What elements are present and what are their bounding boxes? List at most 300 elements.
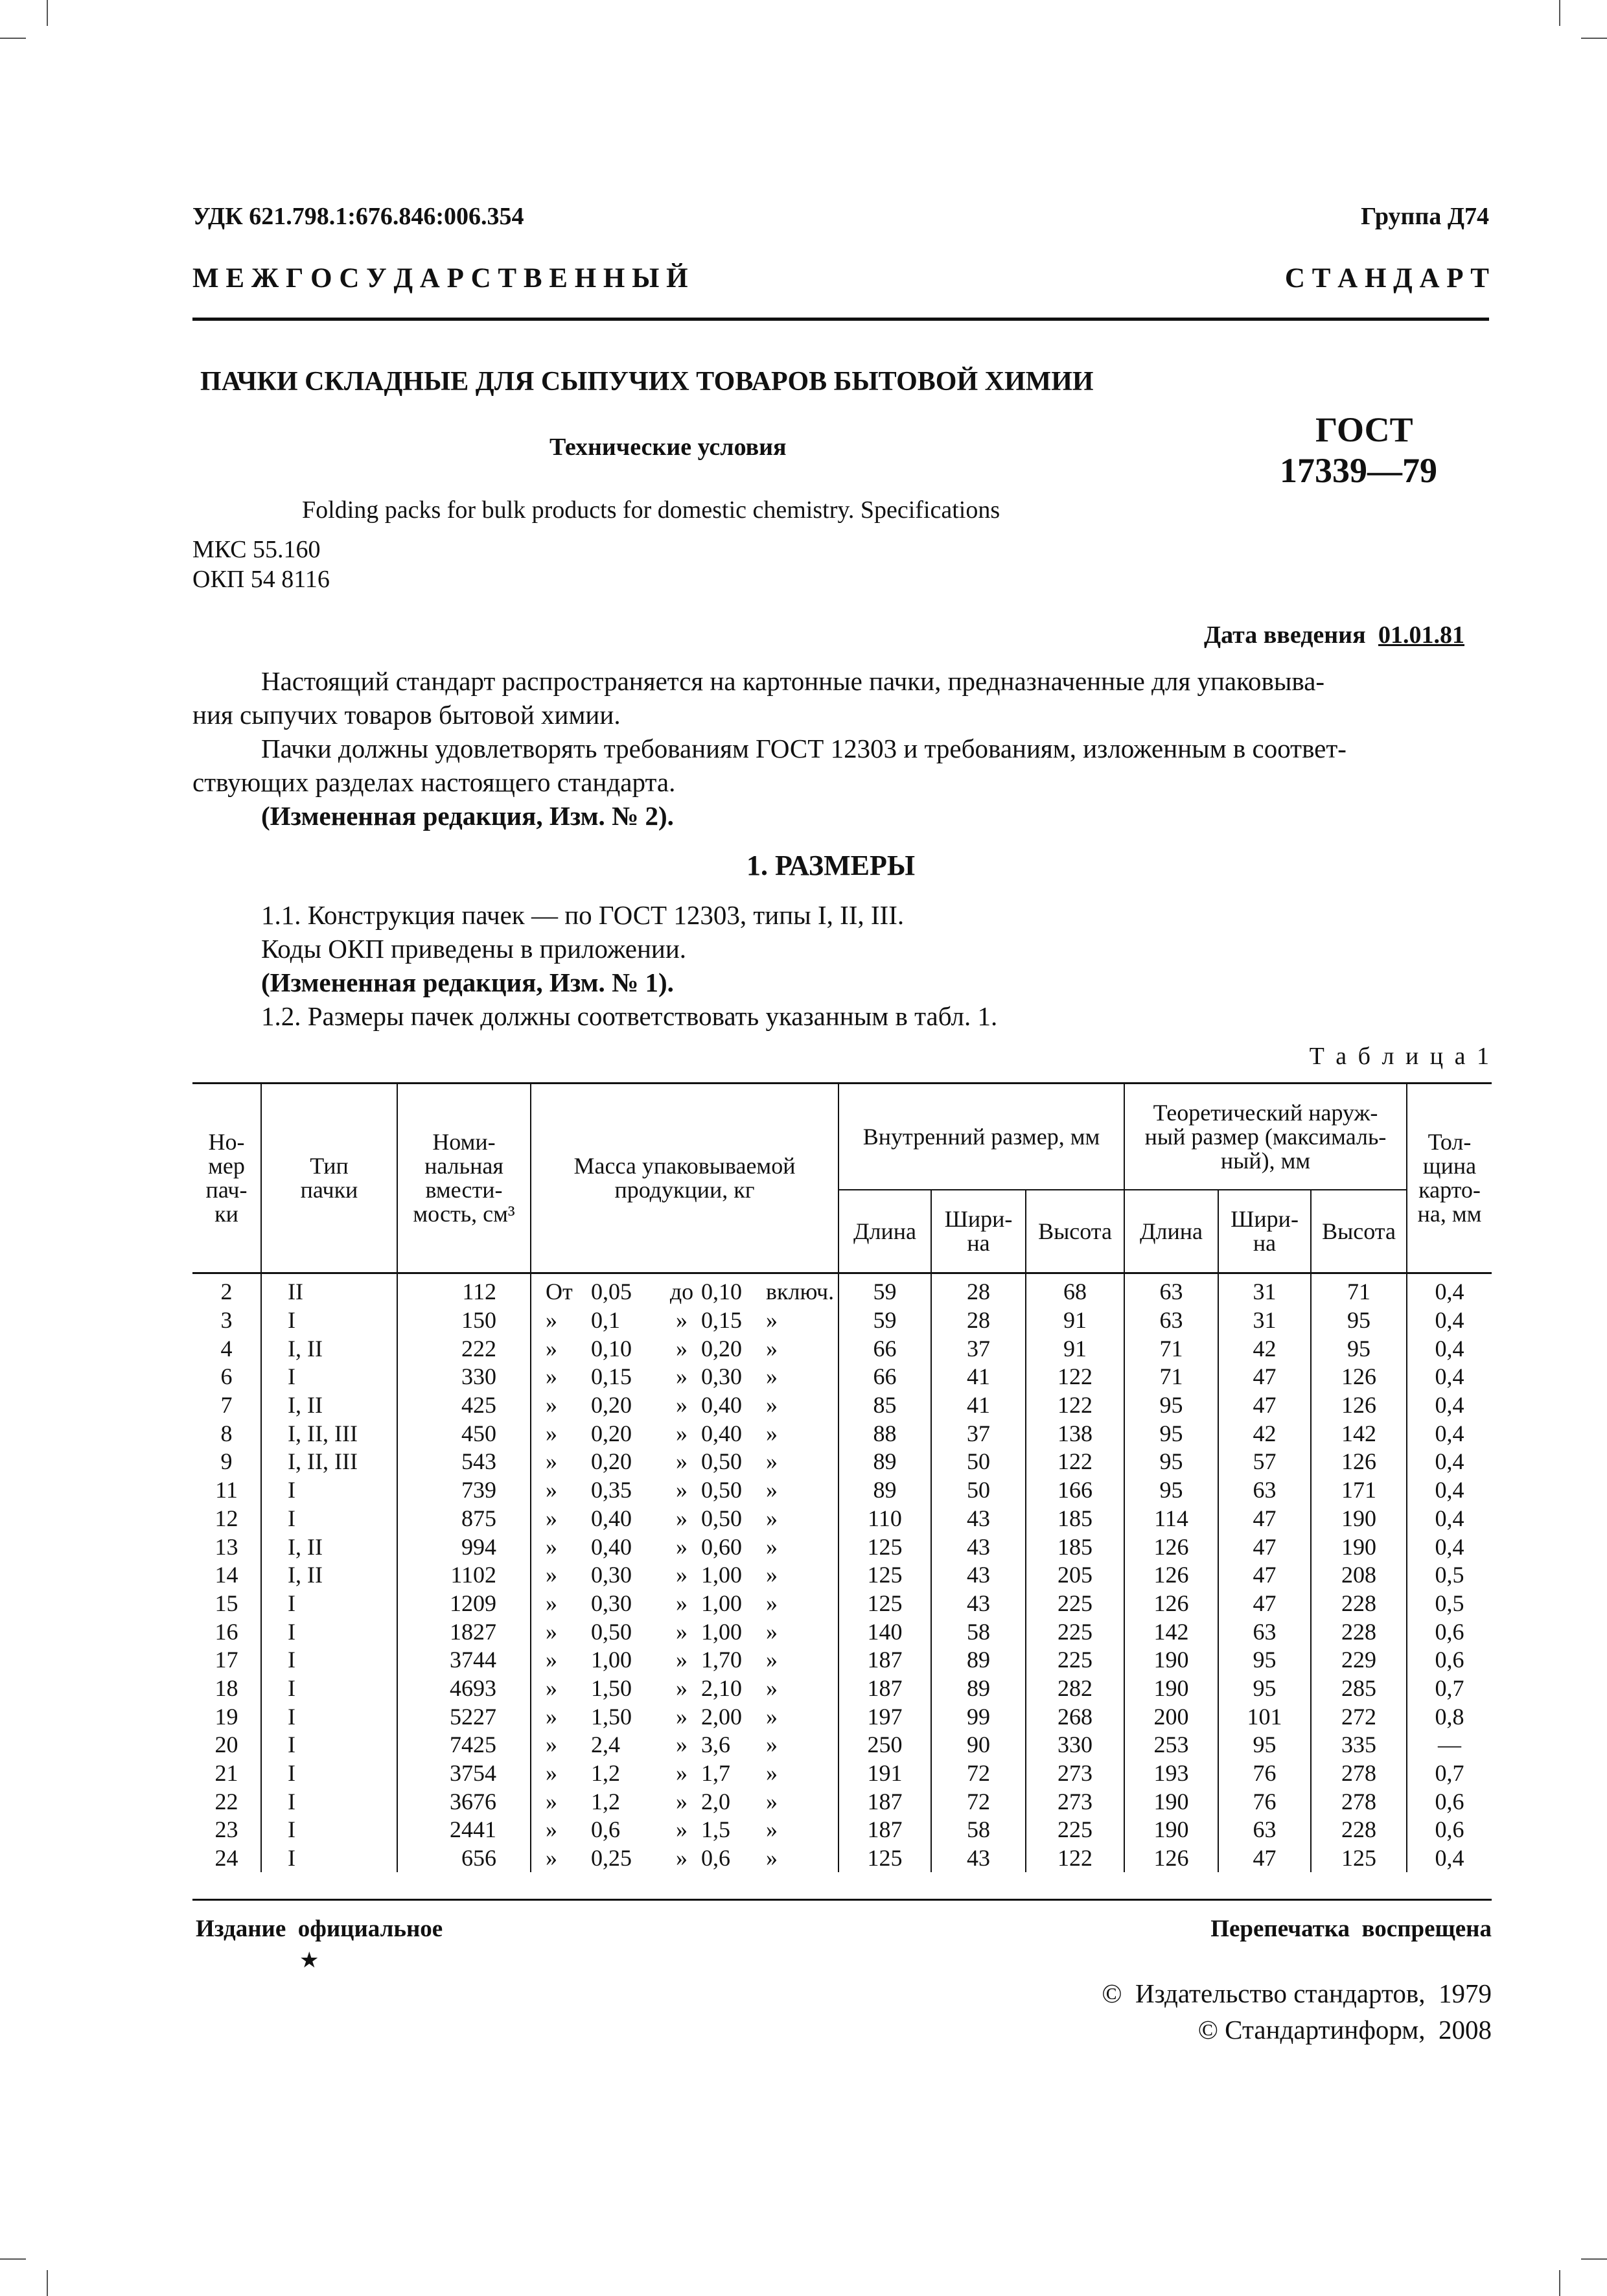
mass-part: » xyxy=(766,1363,778,1390)
cell-mass xyxy=(531,1419,838,1448)
cell-inner-length: 85 xyxy=(838,1391,931,1420)
star-icon: ★ xyxy=(299,1949,319,1973)
cell-capacity: 543 xyxy=(397,1448,531,1476)
mass-part: 0,05 xyxy=(591,1279,632,1305)
mass-part: 0,40 xyxy=(591,1505,632,1531)
copyright-2008: © Стандартинформ, 2008 xyxy=(1197,2015,1492,2045)
mass-part: 0,35 xyxy=(591,1477,632,1503)
cell-capacity: 112 xyxy=(397,1273,531,1306)
cell-outer-width: 42 xyxy=(1218,1334,1311,1363)
cell-inner-length: 59 xyxy=(838,1273,931,1306)
table-caption: Т а б л и ц а 1 xyxy=(1309,1043,1492,1070)
cell-inner-height: 122 xyxy=(1026,1844,1124,1873)
mass-part: » xyxy=(676,1505,688,1531)
cell-mass xyxy=(531,1273,838,1306)
mass-part: 1,2 xyxy=(591,1788,620,1815)
mass-part: до xyxy=(669,1279,694,1305)
cell-outer-height: 126 xyxy=(1311,1363,1407,1391)
cell-inner-width: 28 xyxy=(931,1273,1026,1306)
mass-part: » xyxy=(676,1788,688,1815)
mass-part: 2,10 xyxy=(701,1675,742,1701)
mass-part: » xyxy=(766,1845,778,1872)
cell-pack-type: I xyxy=(261,1306,397,1335)
intro-date-value: 01.01.81 xyxy=(1378,621,1464,649)
mass-part: » xyxy=(766,1448,778,1475)
cell-outer-width: 95 xyxy=(1218,1646,1311,1675)
cell-outer-height: 228 xyxy=(1311,1618,1407,1646)
cell-outer-height: 208 xyxy=(1311,1561,1407,1590)
cell-thickness: 0,6 xyxy=(1407,1646,1492,1675)
mass-part: 1,00 xyxy=(701,1618,742,1645)
mass-part: 0,10 xyxy=(701,1279,742,1305)
cell-capacity: 875 xyxy=(397,1505,531,1533)
intro-text xyxy=(192,664,1495,833)
cell-pack-type: I, II, III xyxy=(261,1419,397,1448)
mass-part: » xyxy=(676,1420,688,1446)
table-row xyxy=(192,1844,1492,1873)
header-pack-type: Тип пачки xyxy=(261,1084,397,1273)
cell-pack-number: 7 xyxy=(220,1392,233,1419)
table-row xyxy=(192,1561,1492,1590)
table-row xyxy=(192,1363,1492,1391)
cell-capacity: 3754 xyxy=(397,1759,531,1788)
mass-part: » xyxy=(546,1760,557,1787)
mass-part: » xyxy=(676,1363,688,1390)
mass-part: 2,00 xyxy=(701,1703,742,1730)
cell-outer-length: 63 xyxy=(1124,1273,1218,1306)
cell-pack-type: I, II, III xyxy=(261,1448,397,1476)
mass-part: » xyxy=(546,1703,557,1730)
cell-pack-type: I, II xyxy=(261,1391,397,1420)
cell-mass xyxy=(531,1533,838,1561)
mass-part: 0,40 xyxy=(701,1420,742,1446)
cell-mass xyxy=(531,1731,838,1759)
cell-inner-width: 43 xyxy=(931,1590,1026,1618)
cell-capacity: 994 xyxy=(397,1533,531,1561)
cell-outer-height: 228 xyxy=(1311,1816,1407,1844)
mass-part: 0,15 xyxy=(701,1307,742,1334)
cell-outer-width: 31 xyxy=(1218,1306,1311,1335)
table-row xyxy=(192,1505,1492,1533)
cell-mass xyxy=(531,1505,838,1533)
cell-outer-length: 190 xyxy=(1124,1787,1218,1816)
cell-inner-width: 41 xyxy=(931,1391,1026,1420)
cell-pack-type: I xyxy=(261,1363,397,1391)
intro-p1b: ния сыпучих товаров бытовой химии. xyxy=(192,700,621,730)
cell-pack-number: 13 xyxy=(214,1533,238,1560)
cell-mass xyxy=(531,1816,838,1844)
english-title: Folding packs for bulk products for domestic chemistry. Specifications xyxy=(302,496,1000,524)
mass-part: » xyxy=(766,1788,778,1815)
cell-outer-length: 95 xyxy=(1124,1391,1218,1420)
cell-mass xyxy=(531,1476,838,1505)
cell-outer-height: 190 xyxy=(1311,1505,1407,1533)
table-body xyxy=(192,1273,1492,1873)
cell-thickness: 0,7 xyxy=(1407,1759,1492,1788)
header-inner-height: Высота xyxy=(1026,1190,1124,1273)
cell-pack-type: I xyxy=(261,1702,397,1731)
mass-part: 0,20 xyxy=(701,1335,742,1362)
header-thickness: Тол- щина карто- на, мм xyxy=(1407,1084,1492,1273)
mass-part: » xyxy=(546,1392,557,1419)
mass-part: » xyxy=(766,1335,778,1362)
mass-part: » xyxy=(766,1533,778,1560)
cell-inner-length: 88 xyxy=(838,1419,931,1448)
cell-capacity: 5227 xyxy=(397,1702,531,1731)
mass-part: » xyxy=(546,1788,557,1815)
cell-inner-width: 58 xyxy=(931,1816,1026,1844)
mass-part: » xyxy=(766,1505,778,1531)
cell-inner-length: 187 xyxy=(838,1816,931,1844)
cell-inner-length: 89 xyxy=(838,1476,931,1505)
cell-inner-width: 58 xyxy=(931,1618,1026,1646)
cell-pack-number: 8 xyxy=(220,1420,233,1446)
mass-part: » xyxy=(676,1760,688,1787)
cell-inner-height: 166 xyxy=(1026,1476,1124,1505)
mass-part: 0,60 xyxy=(701,1533,742,1560)
table-bottom-rule xyxy=(192,1899,1492,1901)
cell-outer-width: 42 xyxy=(1218,1419,1311,1448)
cell-pack-type: I xyxy=(261,1759,397,1788)
mass-part: » xyxy=(546,1618,557,1645)
mass-part: 0,6 xyxy=(591,1816,620,1843)
cell-inner-width: 50 xyxy=(931,1476,1026,1505)
mass-part: 1,2 xyxy=(591,1760,620,1787)
mass-part: включ. xyxy=(766,1279,835,1305)
table-row xyxy=(192,1675,1492,1703)
cell-inner-length: 110 xyxy=(838,1505,931,1533)
cell-outer-length: 63 xyxy=(1124,1306,1218,1335)
cell-capacity: 425 xyxy=(397,1391,531,1420)
cell-pack-number: 18 xyxy=(214,1675,238,1701)
cell-pack-type: I xyxy=(261,1731,397,1759)
cell-inner-width: 28 xyxy=(931,1306,1026,1335)
cell-thickness: 0,4 xyxy=(1407,1334,1492,1363)
mass-part: » xyxy=(676,1477,688,1503)
intro-p1: Настоящий стандарт распространяется на картонные пачки, предназначенные для упаковыва- xyxy=(261,666,1325,696)
mass-part: » xyxy=(676,1562,688,1588)
mass-part: » xyxy=(766,1618,778,1645)
header-outer-size: Теоретический наруж- ный размер (максималь- ный), мм xyxy=(1124,1084,1407,1190)
cell-capacity: 1102 xyxy=(397,1561,531,1590)
mass-part: 0,50 xyxy=(701,1448,742,1475)
cell-thickness: 0,6 xyxy=(1407,1816,1492,1844)
cell-inner-length: 187 xyxy=(838,1646,931,1675)
cell-inner-height: 225 xyxy=(1026,1618,1124,1646)
header-capacity: Номи- нальная вмести- мость, см³ xyxy=(397,1084,531,1273)
cell-inner-height: 225 xyxy=(1026,1590,1124,1618)
cell-pack-number: 2 xyxy=(220,1279,233,1305)
cell-capacity: 1209 xyxy=(397,1590,531,1618)
mass-part: » xyxy=(766,1647,778,1673)
banner-standard: С Т А Н Д А Р Т xyxy=(1284,263,1489,294)
mass-part: » xyxy=(676,1335,688,1362)
cell-thickness: 0,5 xyxy=(1407,1561,1492,1590)
cell-outer-width: 76 xyxy=(1218,1759,1311,1788)
cell-pack-type: I xyxy=(261,1816,397,1844)
mass-part: » xyxy=(546,1816,557,1843)
cell-inner-height: 122 xyxy=(1026,1448,1124,1476)
cell-inner-height: 185 xyxy=(1026,1533,1124,1561)
cell-inner-width: 90 xyxy=(931,1731,1026,1759)
doc-title: ПАЧКИ СКЛАДНЫЕ ДЛЯ СЫПУЧИХ ТОВАРОВ БЫТОВОЙ ХИМИИ xyxy=(200,367,1094,397)
mass-part: » xyxy=(546,1845,557,1872)
mass-part: » xyxy=(546,1420,557,1446)
section-text xyxy=(261,898,997,1033)
mass-part: 1,50 xyxy=(591,1675,632,1701)
cell-pack-number: 22 xyxy=(214,1788,238,1815)
crop-mark xyxy=(1559,2270,1560,2296)
mass-part: » xyxy=(546,1335,557,1362)
mass-part: » xyxy=(676,1533,688,1560)
cell-mass xyxy=(531,1844,838,1873)
official-edition: Издание официальное xyxy=(196,1916,443,1942)
cell-thickness: 0,4 xyxy=(1407,1505,1492,1533)
section-heading: 1. РАЗМЕРЫ xyxy=(746,850,916,881)
cell-thickness: 0,4 xyxy=(1407,1448,1492,1476)
cell-capacity: 330 xyxy=(397,1363,531,1391)
cell-outer-height: 190 xyxy=(1311,1533,1407,1561)
table-row xyxy=(192,1787,1492,1816)
cell-pack-type: I xyxy=(261,1476,397,1505)
cell-inner-length: 191 xyxy=(838,1759,931,1788)
crop-mark xyxy=(0,38,26,39)
cell-mass xyxy=(531,1561,838,1590)
cell-inner-width: 43 xyxy=(931,1844,1026,1873)
mass-part: 0,50 xyxy=(591,1618,632,1645)
mass-part: » xyxy=(546,1533,557,1560)
cell-outer-height: 229 xyxy=(1311,1646,1407,1675)
mass-part: » xyxy=(546,1307,557,1334)
header-mass: Масса упаковываемой продукции, кг xyxy=(531,1084,838,1273)
mass-part: » xyxy=(766,1732,778,1758)
table-row xyxy=(192,1306,1492,1335)
cell-inner-length: 125 xyxy=(838,1590,931,1618)
header-pack-number: Но- мер пач- ки xyxy=(205,1129,248,1227)
cell-thickness: 0,6 xyxy=(1407,1618,1492,1646)
cell-pack-type: I xyxy=(261,1844,397,1873)
header-inner-width: Шири- на xyxy=(931,1190,1026,1273)
intro-p2: Пачки должны удовлетворять требованиям ГОСТ 12303 и требованиям, изложенным в соответ- xyxy=(261,734,1347,763)
cell-pack-type: I xyxy=(261,1505,397,1533)
mass-part: 1,5 xyxy=(701,1816,730,1843)
doc-subtitle: Технические условия xyxy=(549,434,787,461)
mass-part: 0,50 xyxy=(701,1505,742,1531)
cell-outer-width: 101 xyxy=(1218,1702,1311,1731)
cell-pack-number: 17 xyxy=(214,1647,238,1673)
cell-thickness: 0,4 xyxy=(1407,1306,1492,1335)
cell-outer-height: 142 xyxy=(1311,1419,1407,1448)
crop-mark xyxy=(1581,2258,1607,2260)
cell-pack-number: 21 xyxy=(214,1760,238,1787)
mass-part: » xyxy=(766,1760,778,1787)
mass-part: 0,20 xyxy=(591,1392,632,1419)
cell-outer-length: 126 xyxy=(1124,1533,1218,1561)
cell-inner-height: 330 xyxy=(1026,1731,1124,1759)
cell-outer-width: 63 xyxy=(1218,1476,1311,1505)
mass-part: 0,30 xyxy=(591,1590,632,1616)
mass-part: » xyxy=(766,1703,778,1730)
cell-inner-length: 66 xyxy=(838,1334,931,1363)
cell-outer-length: 95 xyxy=(1124,1448,1218,1476)
cell-inner-height: 273 xyxy=(1026,1759,1124,1788)
mass-part: От xyxy=(546,1279,573,1305)
mass-part: » xyxy=(766,1392,778,1419)
cell-outer-length: 190 xyxy=(1124,1646,1218,1675)
cell-outer-width: 47 xyxy=(1218,1505,1311,1533)
section-amendment: (Измененная редакция, Изм. № 1). xyxy=(261,968,674,997)
cell-pack-type: I xyxy=(261,1646,397,1675)
cell-inner-length: 197 xyxy=(838,1702,931,1731)
table-row xyxy=(192,1448,1492,1476)
cell-pack-number: 12 xyxy=(214,1505,238,1531)
cell-inner-height: 225 xyxy=(1026,1646,1124,1675)
mass-part: 1,50 xyxy=(591,1703,632,1730)
cell-outer-length: 95 xyxy=(1124,1419,1218,1448)
mass-part: 2,4 xyxy=(591,1732,620,1758)
mass-part: » xyxy=(546,1590,557,1616)
mass-part: 1,7 xyxy=(701,1760,730,1787)
mass-part: 1,00 xyxy=(701,1590,742,1616)
cell-outer-width: 57 xyxy=(1218,1448,1311,1476)
crop-mark xyxy=(1581,38,1607,39)
table-row xyxy=(192,1590,1492,1618)
mass-part: 0,30 xyxy=(701,1363,742,1390)
mass-part: » xyxy=(676,1845,688,1872)
cell-pack-number: 6 xyxy=(220,1363,233,1390)
cell-inner-length: 187 xyxy=(838,1787,931,1816)
mass-part: 0,1 xyxy=(591,1307,620,1334)
cell-outer-height: 285 xyxy=(1311,1675,1407,1703)
mass-part: » xyxy=(766,1477,778,1503)
table-row xyxy=(192,1618,1492,1646)
table-row xyxy=(192,1731,1492,1759)
intro-date-label: Дата введения xyxy=(1204,621,1366,649)
cell-thickness: 0,5 xyxy=(1407,1590,1492,1618)
cell-inner-width: 37 xyxy=(931,1419,1026,1448)
cell-pack-number: 4 xyxy=(220,1335,233,1362)
cell-inner-height: 68 xyxy=(1026,1273,1124,1306)
cell-outer-height: 95 xyxy=(1311,1306,1407,1335)
mass-part: 1,00 xyxy=(701,1562,742,1588)
cell-outer-width: 76 xyxy=(1218,1787,1311,1816)
mass-part: » xyxy=(546,1732,557,1758)
cell-capacity: 2441 xyxy=(397,1816,531,1844)
banner-interstate: М Е Ж Г О С У Д А Р С Т В Е Н Н Ы Й xyxy=(192,263,688,294)
cell-capacity: 656 xyxy=(397,1844,531,1873)
mass-part: 0,20 xyxy=(591,1420,632,1446)
cell-inner-length: 140 xyxy=(838,1618,931,1646)
cell-mass xyxy=(531,1363,838,1391)
table-row xyxy=(192,1476,1492,1505)
cell-pack-type: I xyxy=(261,1618,397,1646)
cell-mass xyxy=(531,1618,838,1646)
mass-part: » xyxy=(546,1675,557,1701)
cell-inner-height: 225 xyxy=(1026,1816,1124,1844)
cell-outer-length: 95 xyxy=(1124,1476,1218,1505)
mass-part: » xyxy=(766,1307,778,1334)
table-row xyxy=(192,1391,1492,1420)
mass-part: 0,40 xyxy=(701,1392,742,1419)
cell-inner-length: 187 xyxy=(838,1675,931,1703)
cell-mass xyxy=(531,1759,838,1788)
cell-outer-height: 95 xyxy=(1311,1334,1407,1363)
cell-pack-number: 15 xyxy=(214,1590,238,1616)
cell-thickness: 0,4 xyxy=(1407,1419,1492,1448)
mks-code: МКС 55.160 xyxy=(192,536,321,563)
table-row xyxy=(192,1273,1492,1306)
cell-inner-height: 138 xyxy=(1026,1419,1124,1448)
udk-code: УДК 621.798.1:676.846:006.354 xyxy=(192,203,524,230)
cell-pack-number: 9 xyxy=(220,1448,233,1475)
mass-part: » xyxy=(546,1363,557,1390)
cell-capacity: 3744 xyxy=(397,1646,531,1675)
cell-inner-length: 59 xyxy=(838,1306,931,1335)
mass-part: » xyxy=(676,1590,688,1616)
cell-inner-width: 89 xyxy=(931,1646,1026,1675)
section-l2: Коды ОКП приведены в приложении. xyxy=(261,934,687,964)
cell-pack-number: 14 xyxy=(214,1562,238,1588)
cell-pack-number: 3 xyxy=(220,1307,233,1334)
cell-capacity: 222 xyxy=(397,1334,531,1363)
cell-mass xyxy=(531,1590,838,1618)
mass-part: 3,6 xyxy=(701,1732,730,1758)
mass-part: » xyxy=(766,1420,778,1446)
table-row xyxy=(192,1816,1492,1844)
section-l4: 1.2. Размеры пачек должны соответствовать указанным в табл. 1. xyxy=(261,1001,998,1031)
cell-outer-length: 71 xyxy=(1124,1363,1218,1391)
cell-capacity: 150 xyxy=(397,1306,531,1335)
cell-inner-width: 89 xyxy=(931,1675,1026,1703)
cell-inner-height: 268 xyxy=(1026,1702,1124,1731)
mass-part: » xyxy=(546,1448,557,1475)
mass-part: » xyxy=(676,1703,688,1730)
mass-part: » xyxy=(676,1816,688,1843)
cell-inner-length: 66 xyxy=(838,1363,931,1391)
cell-outer-length: 142 xyxy=(1124,1618,1218,1646)
cell-outer-height: 171 xyxy=(1311,1476,1407,1505)
table-row xyxy=(192,1759,1492,1788)
cell-pack-number: 24 xyxy=(214,1845,238,1872)
cell-outer-length: 126 xyxy=(1124,1590,1218,1618)
mass-part: » xyxy=(546,1505,557,1531)
cell-outer-length: 190 xyxy=(1124,1816,1218,1844)
cell-inner-height: 122 xyxy=(1026,1363,1124,1391)
cell-outer-width: 63 xyxy=(1218,1618,1311,1646)
cell-inner-height: 122 xyxy=(1026,1391,1124,1420)
crop-mark xyxy=(47,2270,48,2296)
cell-mass xyxy=(531,1702,838,1731)
cell-outer-width: 47 xyxy=(1218,1844,1311,1873)
cell-pack-number: 23 xyxy=(214,1816,238,1843)
cell-outer-length: 71 xyxy=(1124,1334,1218,1363)
cell-inner-length: 125 xyxy=(838,1561,931,1590)
cell-outer-height: 278 xyxy=(1311,1759,1407,1788)
cell-pack-type: II xyxy=(261,1273,397,1306)
mass-part: 0,40 xyxy=(591,1533,632,1560)
mass-part: 0,6 xyxy=(701,1845,730,1872)
cell-outer-width: 31 xyxy=(1218,1273,1311,1306)
cell-outer-length: 193 xyxy=(1124,1759,1218,1788)
mass-part: 1,00 xyxy=(591,1647,632,1673)
cell-thickness: 0,4 xyxy=(1407,1476,1492,1505)
cell-thickness: 0,4 xyxy=(1407,1273,1492,1306)
cell-capacity: 450 xyxy=(397,1419,531,1448)
cell-outer-height: 126 xyxy=(1311,1391,1407,1420)
cell-inner-width: 41 xyxy=(931,1363,1026,1391)
group-code: Группа Д74 xyxy=(1361,203,1489,230)
cell-outer-width: 63 xyxy=(1218,1816,1311,1844)
